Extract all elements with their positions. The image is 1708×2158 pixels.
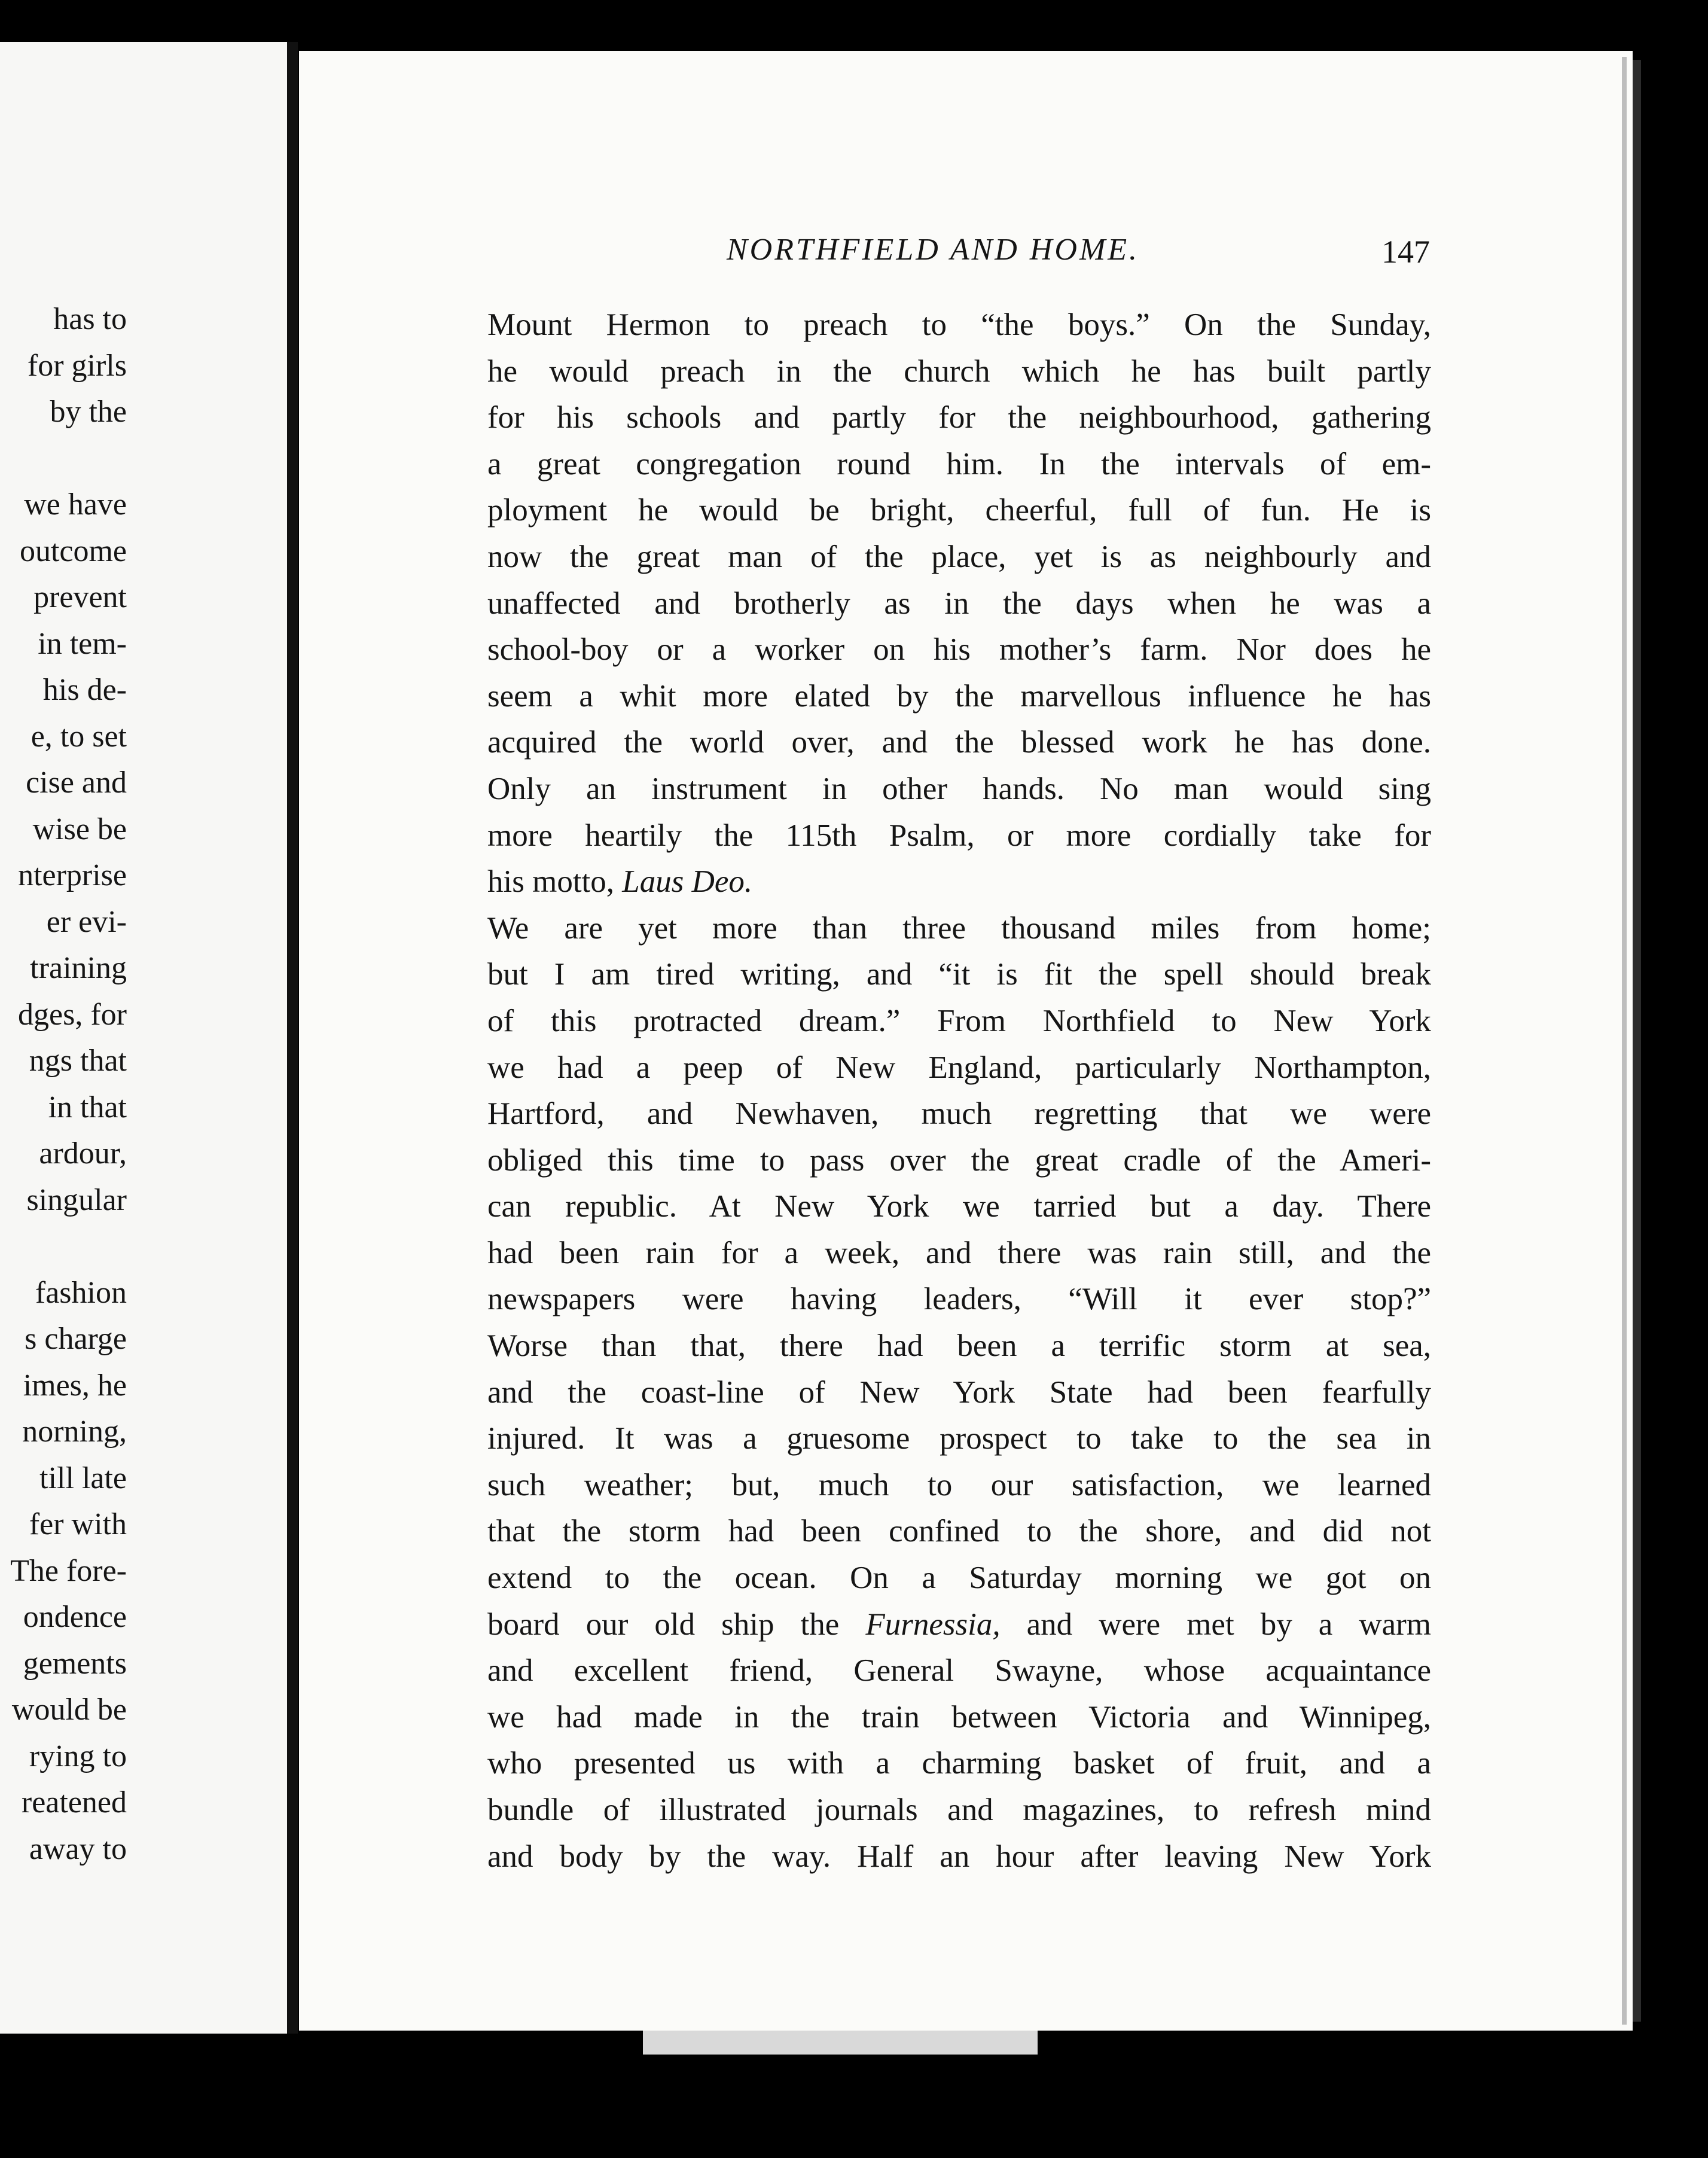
left-page-fragment: The fore-	[10, 1553, 127, 1588]
page-edge	[1633, 60, 1641, 2022]
page-number: 147	[1381, 234, 1430, 270]
left-page-fragment: dges, for	[18, 997, 127, 1032]
text-line: obliged this time to pass over the great cradle of the Ameri-	[487, 1142, 1431, 1178]
text-line: unaffected and brotherly as in the days when he was a	[487, 586, 1431, 621]
text-run: and were met by a warm	[1000, 1607, 1431, 1642]
left-page-fragment: in tem-	[38, 626, 127, 661]
text-line: We are yet more than three thousand miles from home;	[487, 910, 1431, 946]
left-page-fragment: s charge	[25, 1322, 127, 1356]
text-line: injured. It was a gruesome prospect to take to the sea in	[487, 1421, 1431, 1456]
left-page-fragment: ondence	[23, 1600, 127, 1634]
left-page-fragment: training	[30, 951, 127, 985]
left-page-fragment: e, to set	[30, 719, 127, 754]
ship-name: Furnessia,	[865, 1607, 1001, 1642]
text-line: Worse than that, there had been a terrific storm at sea,	[487, 1328, 1431, 1364]
body-text	[487, 302, 1431, 1880]
left-page-fragment: singular	[26, 1182, 127, 1217]
text-line: seem a whit more elated by the marvellous influence he has	[487, 678, 1431, 714]
text-line: we had made in the train between Victoria and Winnipeg,	[487, 1699, 1431, 1735]
running-head: NORTHFIELD AND HOME.	[727, 233, 1140, 267]
left-page-fragment: in that	[48, 1090, 127, 1124]
left-page-fragment: we have	[24, 487, 127, 522]
text-line: Hartford, and Newhaven, much regretting that we were	[487, 1096, 1431, 1132]
left-page-fragment: cise and	[26, 766, 127, 800]
text-line: bundle of illustrated journals and magazines, to refresh mind	[487, 1793, 1431, 1827]
text-line: such weather; but, much to our satisfaction, we learned	[487, 1467, 1431, 1502]
text-line: ployment he would be bright, cheerful, full of fun. He is	[487, 493, 1431, 528]
text-line: that the storm had been confined to the shore, and did not	[487, 1514, 1431, 1549]
left-page-fragment: reatened	[21, 1785, 127, 1819]
left-page-fragment: for girls	[27, 348, 127, 383]
text-run: board our old ship the	[487, 1607, 866, 1642]
left-page-fragment: norning,	[22, 1415, 127, 1449]
text-line: now the great man of the place, yet is as neighbourly and	[487, 539, 1431, 574]
text-line: who presented us with a charming basket of fruit, and a	[487, 1746, 1431, 1781]
left-page-fragment: rying to	[29, 1739, 127, 1773]
left-page-fragment	[0, 435, 127, 482]
text-line: Only an instrument in other hands. No man would sing	[487, 771, 1431, 806]
left-page-text-fragments	[0, 296, 127, 1872]
page-edge-shadow	[1622, 57, 1627, 2025]
text-line: had been rain for a week, and there was rain still, and the	[487, 1235, 1431, 1270]
text-line: of this protracted dream.” From Northfield to New York	[487, 1003, 1431, 1038]
left-page-fragment: has to	[53, 302, 127, 336]
text-line: and excellent friend, General Swayne, whose acquaintance	[487, 1653, 1431, 1688]
left-page-fragment: ardour,	[39, 1136, 127, 1171]
text-line: but I am tired writing, and “it is fit the spell should break	[487, 957, 1431, 992]
text-line	[487, 1602, 1431, 1648]
left-page-fragment: gements	[23, 1646, 127, 1681]
left-page-fragment: outcome	[19, 534, 127, 568]
text-line: can republic. At New York we tarried but a day. There	[487, 1189, 1431, 1224]
left-page-fragment: er evi-	[46, 904, 127, 939]
text-line: a great congregation round him. In the intervals of em-	[487, 446, 1431, 481]
left-page-fragment: ngs that	[29, 1044, 127, 1078]
text-line: he would preach in the church which he has built partly	[487, 353, 1431, 389]
left-page-fragment: his de-	[42, 673, 127, 707]
text-line: more heartily the 115th Psalm, or more cordially take for	[487, 818, 1431, 853]
text-line: newspapers were having leaders, “Will it ever stop?”	[487, 1282, 1431, 1317]
left-page-fragment	[0, 1223, 127, 1270]
left-page-fragment: by the	[50, 395, 127, 429]
latin-motto: Laus Deo.	[622, 864, 753, 900]
left-page-fragment: would be	[11, 1693, 127, 1727]
text-line: extend to the ocean. On a Saturday morning we got on	[487, 1560, 1431, 1596]
text-line: acquired the world over, and the blessed work he has done.	[487, 725, 1431, 760]
left-facing-page	[0, 42, 287, 2034]
text-line: and body by the way. Half an hour after leaving New York	[487, 1839, 1431, 1874]
text-line: for his schools and partly for the neighbourhood, gathering	[487, 400, 1431, 435]
text-line: Mount Hermon to preach to “the boys.” On the Sunday,	[487, 307, 1431, 342]
text-line: we had a peep of New England, particularly Northampton,	[487, 1050, 1431, 1085]
left-page-fragment: fashion	[35, 1275, 127, 1310]
book-gutter	[287, 42, 298, 2034]
left-page-fragment: prevent	[33, 580, 127, 614]
left-page-fragment: till late	[39, 1461, 127, 1495]
text-line: and the coast-line of New York State had been fearfully	[487, 1374, 1431, 1410]
left-page-fragment: imes, he	[23, 1368, 127, 1403]
left-page-fragment: away to	[29, 1831, 127, 1866]
page-bottom-edge	[643, 2031, 1038, 2055]
text-line	[487, 859, 1431, 906]
left-page-fragment: wise be	[32, 812, 127, 846]
text-line: school-boy or a worker on his mother’s farm. Nor does he	[487, 632, 1431, 667]
text-run: his motto,	[487, 864, 623, 900]
left-page-fragment: fer with	[29, 1507, 127, 1541]
left-page-fragment: nterprise	[18, 858, 127, 892]
